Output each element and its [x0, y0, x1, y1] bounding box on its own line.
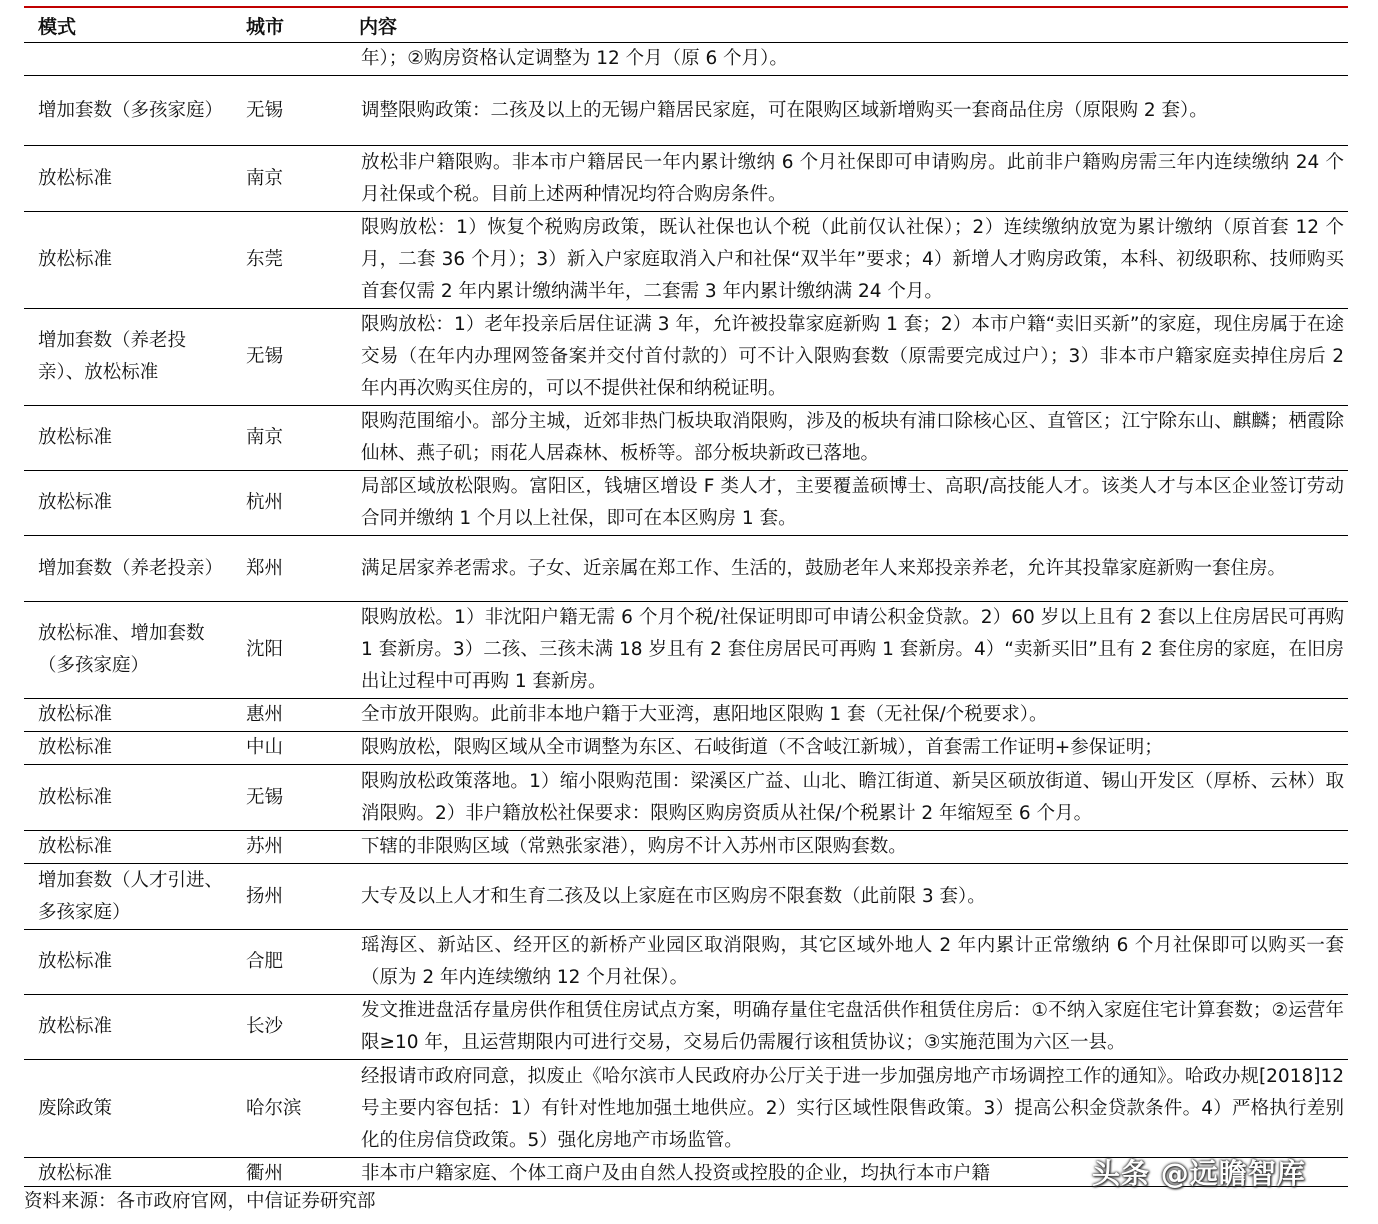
row-city: 合肥: [246, 951, 284, 972]
row-content: 非本市户籍家庭、个体工商户及由自然人投资或控股的企业，均执行本市户籍: [361, 1163, 991, 1184]
row-content: 限购放松，限购区域从全市调整为东区、石岐街道（不含岐江新城），首套需工作证明+参保证明；: [361, 737, 1163, 758]
table-row: [24, 146, 1348, 212]
table-row: [24, 732, 1348, 765]
row-content: 经报请市政府同意，拟废止《哈尔滨市人民政府办公厅关于进一步加强房地产市场调控工作的通知》。哈政办规[2018]12 号主要内容包括：1）有针对性地加强土地供应。2）实行区域性限售政策。3）提高公积金贷款条件。4）严格执行差别化的住房信贷政策。5）强化房地产市场监管。: [361, 1065, 1344, 1151]
row-mode: 放松标准: [38, 951, 113, 972]
table-row: [24, 864, 1348, 930]
header-mode: 模式: [38, 15, 77, 38]
watermark: 头条 @远瞻智库: [1092, 1157, 1306, 1190]
row-content: 调整限购政策：二孩及以上的无锡户籍居民家庭，可在限购区域新增购买一套商品住房（原限购 2 套）。: [361, 99, 1208, 121]
row-content: 局部区域放松限购。富阳区，钱塘区增设 F 类人才，主要覆盖硕博士、高职/高技能人才。该类人才与本区企业签订劳动合同并缴纳 1 个月以上社保，即可在本区购房 1 套。: [361, 476, 1344, 529]
row-content: 限购放松。1）非沈阳户籍无需 6 个月个税/社保证明即可申请公积金贷款。2）60 岁以上且有 2 套以上住房居民可再购 1 套新房。3）二孩、三孩未满 18 岁且有 2 套住房居民可再购 1 套新房。4）“卖新买旧”且有 2 套住房的家庭，在旧房出让过程中可再购 1 套新房。: [361, 607, 1344, 692]
table-row: [24, 43, 1348, 76]
row-mode: 放松标准、增加套数（多孩家庭）: [38, 623, 205, 676]
table-row: [24, 471, 1348, 536]
row-mode: 放松标准: [38, 492, 113, 513]
table-row: [24, 536, 1348, 602]
table-header-row: [24, 7, 1348, 43]
row-content: 满足居家养老需求。子女、近亲属在郑工作、生活的，鼓励老年人来郑投亲养老，允许其投靠家庭新购一套住房。: [361, 557, 1287, 579]
row-city: 南京: [246, 427, 284, 448]
row-city: 沈阳: [246, 639, 284, 660]
row-content: 大专及以上人才和生育二孩及以上家庭在市区购房不限套数（此前限 3 套）。: [361, 885, 986, 907]
row-content: 全市放开限购。此前非本地户籍于大亚湾，惠阳地区限购 1 套（无社保/个税要求）。: [361, 704, 1048, 725]
table-row: [24, 995, 1348, 1060]
table-body: [24, 43, 1348, 1191]
row-content: 下辖的非限购区域（常熟张家港），购房不计入苏州市区限购套数。: [361, 836, 907, 857]
header-content: 内容: [359, 15, 398, 38]
row-city: 苏州: [246, 836, 284, 857]
row-city: 哈尔滨: [246, 1097, 302, 1119]
row-city: 南京: [246, 167, 284, 189]
row-city: [232, 43, 345, 76]
row-mode: 放松标准: [38, 427, 113, 448]
policy-table: [24, 6, 1348, 1190]
row-content: 限购放松：1）恢复个税购房政策，既认社保也认个税（此前仅认社保）；2）连续缴纳放宽为累计缴纳（原首套 12 个月，二套 36 个月）；3）新入户家庭取消入户和社保“双半年”要求；4）新增人才购房政策，本科、初级职称、技师购买首套仅需 2 年内累计缴纳满半年，二套需 3 年内累计缴纳满 24 个月。: [361, 217, 1344, 302]
row-content: 限购放松：1）老年投亲后居住证满 3 年，允许被投靠家庭新购 1 套；2）本市户籍“卖旧买新”的家庭，现住房属于在途交易（在年内办理网签备案并交付首付款的）可不计入限购套数（原需要完成过户）；3）非本市户籍家庭卖掉住房后 2 年内再次购买住房的，可以不提供社保和纳税证明。: [361, 314, 1344, 399]
row-content: 瑶海区、新站区、经开区的新桥产业园区取消限购，其它区域外地人 2 年内累计正常缴纳 6 个月社保即可以购买一套（原为 2 年内连续缴纳 12 个月社保）。: [361, 935, 1344, 988]
row-mode: 放松标准: [38, 167, 113, 189]
row-mode: [24, 43, 232, 76]
row-mode: 放松标准: [38, 836, 113, 857]
row-city: 郑州: [246, 557, 284, 579]
table-row: [24, 1060, 1348, 1158]
row-mode: 放松标准: [38, 1016, 113, 1037]
table-row: [24, 602, 1348, 699]
row-mode: 废除政策: [38, 1097, 113, 1119]
row-mode: 增加套数（多孩家庭）: [38, 99, 224, 121]
row-city: 无锡: [246, 99, 284, 121]
row-mode: 放松标准: [38, 249, 113, 270]
table-row: [24, 212, 1348, 309]
row-city: 无锡: [246, 786, 284, 808]
row-mode: 增加套数（养老投亲）: [38, 557, 224, 579]
table-row: [24, 76, 1348, 146]
table-row: [24, 765, 1348, 831]
row-mode: 放松标准: [38, 737, 113, 758]
row-city: 东莞: [246, 249, 284, 270]
header-city: 城市: [246, 15, 285, 38]
row-content: 发文推进盘活存量房供作租赁住房试点方案，明确存量住宅盘活供作租赁住房后：①不纳入家庭住宅计算套数；②运营年限≥10 年，且运营期限内可进行交易，交易后仍需履行该租赁协议；③实施范围为六区一县。: [361, 1000, 1344, 1053]
row-content: 放松非户籍限购。非本市户籍居民一年内累计缴纳 6 个月社保即可申请购房。此前非户籍购房需三年内连续缴纳 24 个月社保或个税。目前上述两种情况均符合购房条件。: [361, 151, 1344, 205]
row-city: 惠州: [246, 704, 284, 725]
row-mode: 放松标准: [38, 1163, 113, 1184]
row-content: 限购放松政策落地。1）缩小限购范围：梁溪区广益、山北、瞻江街道、新吴区硕放街道、锡山开发区（厚桥、云林）取消限购。2）非户籍放松社保要求：限购区购房资质从社保/个税累计 2 年缩短至 6 个月。: [361, 770, 1344, 824]
row-mode: 放松标准: [38, 786, 113, 808]
row-mode: 增加套数（人才引进、多孩家庭）: [38, 869, 224, 923]
row-content: 年）；②购房资格认定调整为 12 个月（原 6 个月）。: [361, 48, 788, 69]
table-row: [24, 930, 1348, 995]
row-city: 长沙: [246, 1016, 284, 1037]
row-city: 杭州: [246, 492, 284, 513]
table-row: [24, 699, 1348, 732]
row-city: 无锡: [246, 346, 284, 367]
row-mode: 增加套数（养老投亲）、放松标准: [38, 330, 187, 383]
row-mode: 放松标准: [38, 704, 113, 725]
row-city: 中山: [246, 737, 284, 758]
table-row: [24, 831, 1348, 864]
table-row: [24, 406, 1348, 471]
policy-table-container: [24, 6, 1348, 1190]
row-city: 扬州: [246, 885, 284, 907]
source-note: 资料来源：各市政府官网，中信证券研究部: [24, 1186, 1348, 1217]
table-row: [24, 309, 1348, 406]
row-content: 限购范围缩小。部分主城，近郊非热门板块取消限购，涉及的板块有浦口除核心区、直管区；江宁除东山、麒麟；栖霞除仙林、燕子矶；雨花人居森林、板桥等。部分板块新政已落地。: [361, 411, 1344, 464]
row-city: 衢州: [246, 1163, 284, 1184]
